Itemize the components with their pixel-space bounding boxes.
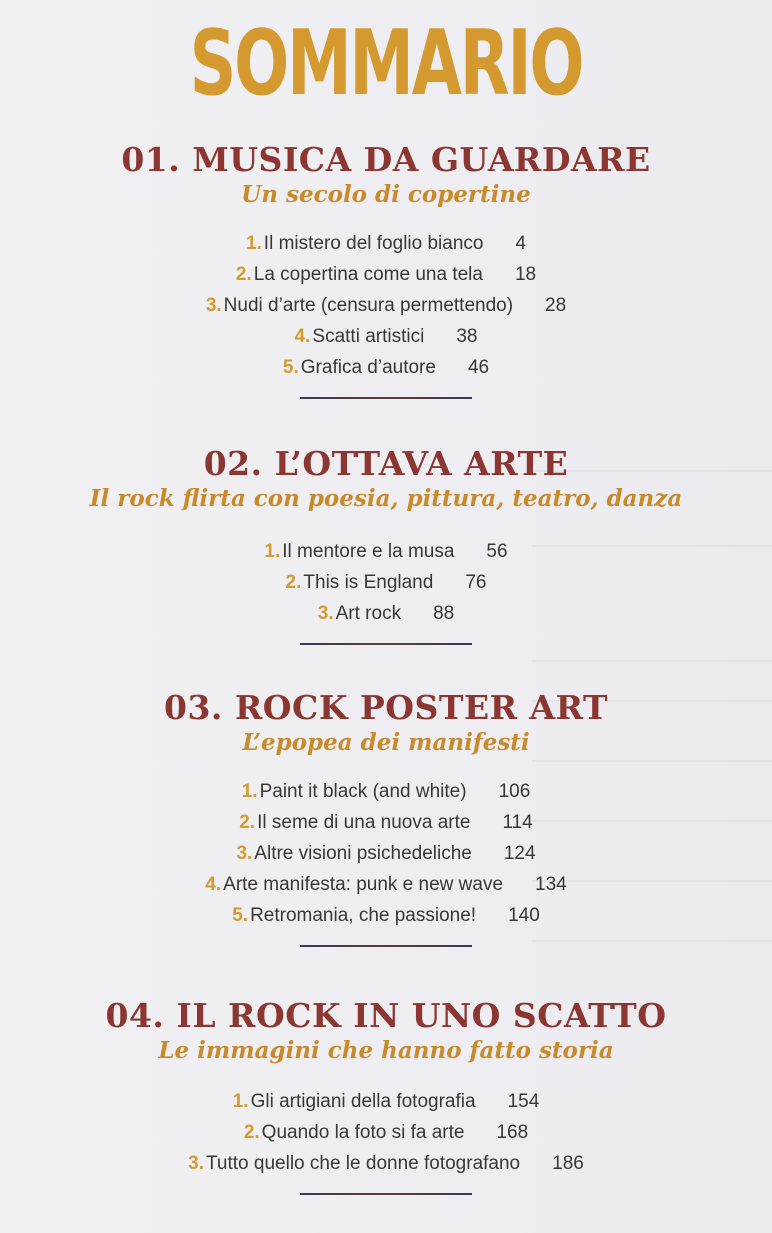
section-items: [0, 776, 772, 931]
section-divider: [300, 1193, 472, 1195]
toc-entry[interactable]: [0, 352, 772, 383]
entry-page-number: 124: [503, 843, 536, 864]
toc-entry[interactable]: [0, 290, 772, 321]
entry-page-number: 140: [508, 905, 540, 926]
section-subtitle: Un secolo di copertine: [241, 181, 531, 208]
toc-entry[interactable]: [0, 1086, 772, 1117]
entry-number: 3.: [205, 295, 222, 316]
entry-title: Altre visioni psichedeliche: [254, 843, 472, 864]
entry-page-number: 18: [514, 264, 537, 285]
entry-title: Tutto quello che le donne fotografano: [206, 1153, 521, 1174]
toc-entry[interactable]: [0, 838, 772, 869]
entry-page-number: 106: [498, 781, 531, 802]
toc-entry[interactable]: [0, 536, 772, 567]
section-items: [0, 228, 772, 383]
section-subtitle: Il rock flirta con poesia, pittura, teatro, danza: [89, 485, 683, 512]
entry-title: Il mentore e la musa: [282, 541, 455, 562]
toc-entry[interactable]: [0, 567, 772, 598]
toc-entry[interactable]: [0, 321, 772, 352]
entry-title: Il seme di una nuova arte: [257, 812, 471, 833]
toc-entry[interactable]: [0, 900, 772, 931]
entry-title: Art rock: [335, 603, 402, 624]
toc-entry[interactable]: [0, 807, 772, 838]
entry-title: Paint it black (and white): [259, 781, 467, 802]
entry-number: 2.: [239, 812, 256, 833]
toc-section-04: [0, 996, 772, 1195]
entry-page-number: 88: [433, 603, 455, 624]
toc-entry[interactable]: [0, 1148, 772, 1179]
section-heading: 02. L’OTTAVA ARTE: [203, 444, 569, 483]
section-divider: [300, 643, 472, 645]
entry-title: Quando la foto si fa arte: [261, 1122, 465, 1143]
toc-entry[interactable]: [0, 869, 772, 900]
page-title: SOMMARIO: [189, 11, 583, 116]
section-subtitle: L’epopea dei manifesti: [242, 729, 530, 756]
entry-number: 1.: [232, 1091, 249, 1112]
section-subtitle: Le immagini che hanno fatto storia: [158, 1037, 614, 1064]
section-heading: 01. MUSICA DA GUARDARE: [121, 140, 651, 179]
toc-section-02: [0, 444, 772, 645]
entry-number: 5.: [232, 905, 249, 926]
entry-number: 2.: [243, 1122, 260, 1143]
entry-title: Il mistero del foglio bianco: [263, 233, 484, 254]
entry-title: Retromania, che passione!: [250, 905, 477, 926]
entry-number: 4.: [294, 326, 311, 347]
section-items: [0, 536, 772, 629]
toc-entry[interactable]: [0, 598, 772, 629]
show-through-line: [532, 660, 772, 662]
entry-number: 3.: [317, 603, 334, 624]
entry-number: 3.: [236, 843, 253, 864]
entry-page-number: 4: [515, 233, 527, 254]
entry-title: Arte manifesta: punk e new wave: [223, 874, 504, 895]
entry-number: 5.: [282, 357, 299, 378]
entry-title: Scatti artistici: [312, 326, 425, 347]
section-heading: 04. IL ROCK IN UNO SCATTO: [105, 996, 667, 1035]
entry-number: 1.: [245, 233, 262, 254]
section-divider: [300, 397, 472, 399]
entry-number: 1.: [241, 781, 258, 802]
section-items: [0, 1086, 772, 1179]
entry-page-number: 134: [535, 874, 567, 895]
entry-title: Nudi d’arte (censura permettendo): [223, 295, 514, 316]
entry-number: 3.: [188, 1153, 205, 1174]
entry-page-number: 28: [545, 295, 567, 316]
toc-entry[interactable]: [0, 228, 772, 259]
entry-title: This is England: [303, 572, 434, 593]
entry-number: 1.: [264, 541, 281, 562]
entry-page-number: 114: [502, 812, 533, 833]
section-divider: [300, 945, 472, 947]
entry-number: 2.: [285, 572, 302, 593]
entry-title: La copertina come una tela: [253, 264, 483, 285]
entry-number: 2.: [235, 264, 252, 285]
toc-entry[interactable]: [0, 259, 772, 290]
entry-title: Gli artigiani della fotografia: [250, 1091, 476, 1112]
section-heading: 03. ROCK POSTER ART: [163, 688, 609, 727]
entry-page-number: 56: [486, 541, 508, 562]
toc-section-03: [0, 688, 772, 947]
entry-page-number: 186: [552, 1153, 584, 1174]
entry-page-number: 38: [456, 326, 478, 347]
entry-title: Grafica d’autore: [300, 357, 436, 378]
entry-page-number: 168: [496, 1122, 529, 1143]
entry-page-number: 76: [465, 572, 487, 593]
toc-entry[interactable]: [0, 1117, 772, 1148]
toc-entry[interactable]: [0, 776, 772, 807]
entry-page-number: 154: [507, 1091, 540, 1112]
entry-page-number: 46: [467, 357, 490, 378]
entry-number: 4.: [205, 874, 222, 895]
toc-section-01: [0, 140, 772, 399]
